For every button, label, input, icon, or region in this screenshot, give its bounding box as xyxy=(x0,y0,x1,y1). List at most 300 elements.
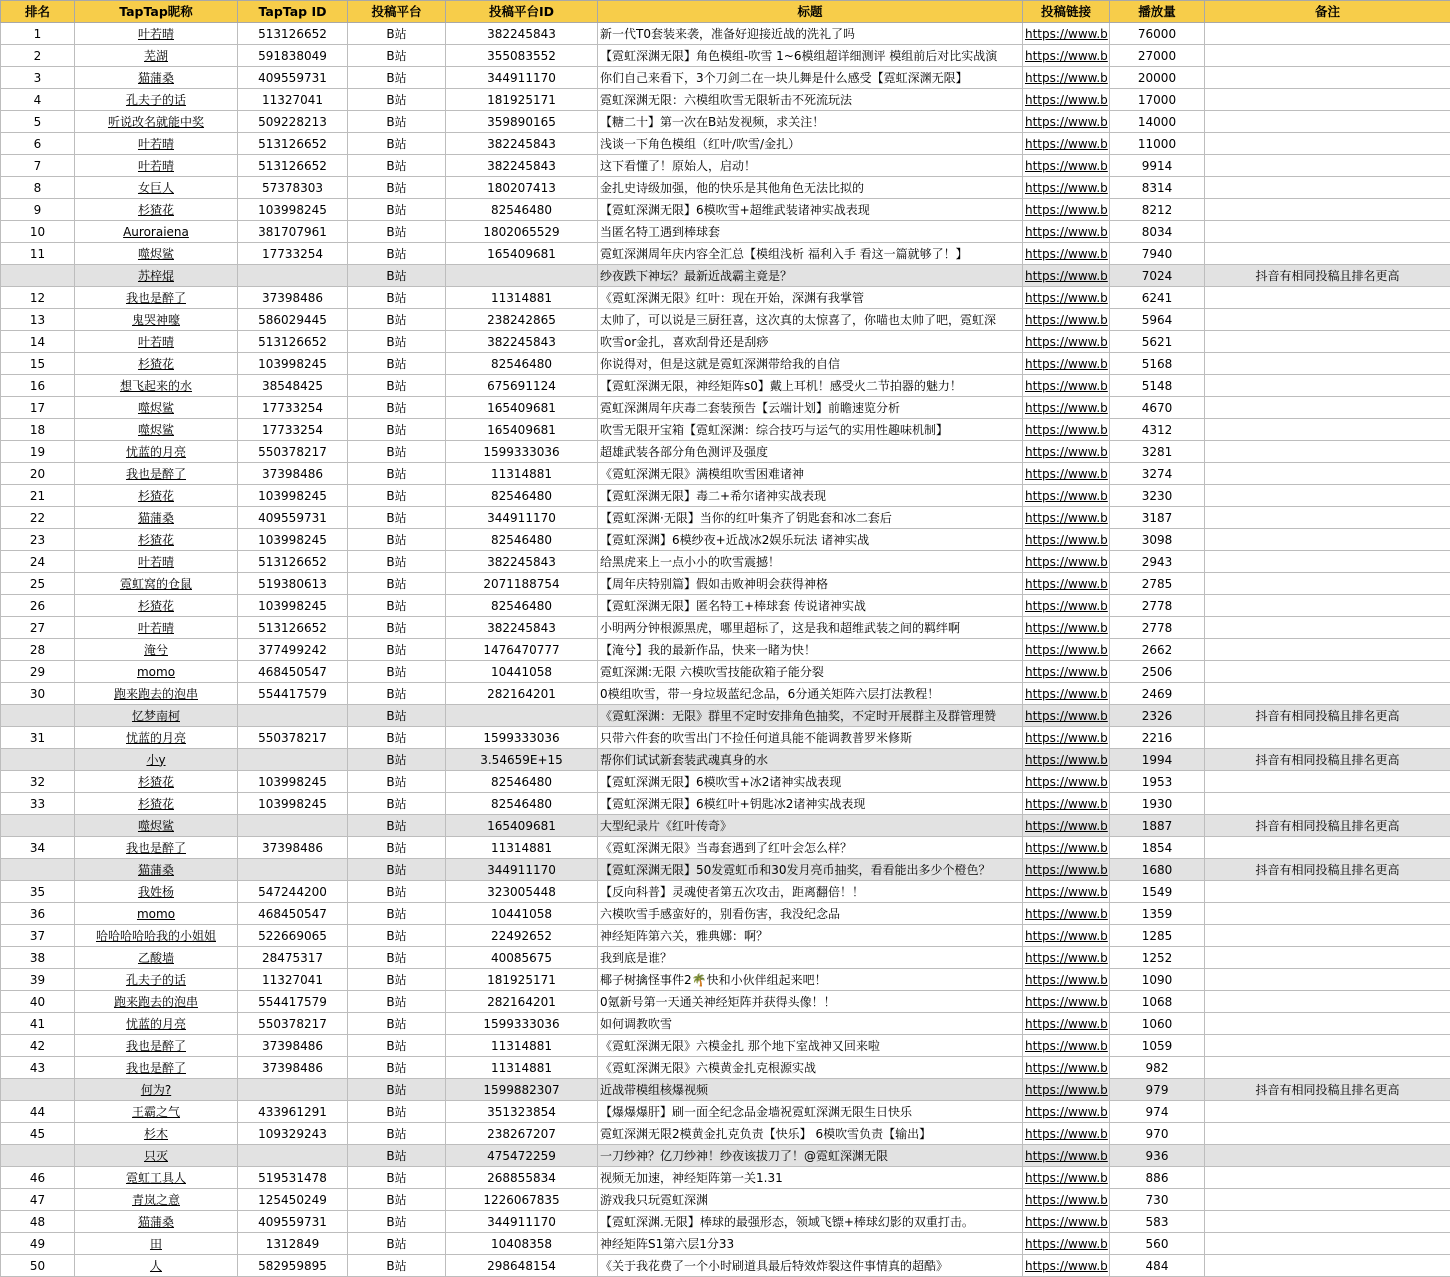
rank-cell[interactable]: 18 xyxy=(1,419,75,441)
title-cell[interactable]: 金扎史诗级加强，他的快乐是其他角色无法比拟的 xyxy=(598,177,1023,199)
nickname-cell[interactable]: momo xyxy=(75,903,238,925)
note-cell[interactable] xyxy=(1205,67,1450,89)
link-cell[interactable]: https://www.b xyxy=(1023,815,1110,837)
taptap-id-cell[interactable]: 513126652 xyxy=(238,551,348,573)
platform-cell[interactable]: B站 xyxy=(348,749,446,771)
note-cell[interactable] xyxy=(1205,617,1450,639)
link-cell[interactable]: https://www.b xyxy=(1023,331,1110,353)
taptap-id-cell[interactable]: 17733254 xyxy=(238,419,348,441)
link-cell[interactable]: https://www.b xyxy=(1023,1255,1110,1277)
platform-cell[interactable]: B站 xyxy=(348,45,446,67)
views-cell[interactable]: 2943 xyxy=(1110,551,1205,573)
views-cell[interactable]: 5148 xyxy=(1110,375,1205,397)
views-cell[interactable]: 1090 xyxy=(1110,969,1205,991)
views-cell[interactable]: 936 xyxy=(1110,1145,1205,1167)
nickname-cell[interactable]: 王霸之气 xyxy=(75,1101,238,1123)
platform-cell[interactable]: B站 xyxy=(348,1057,446,1079)
platform-cell[interactable]: B站 xyxy=(348,309,446,331)
platform-cell[interactable]: B站 xyxy=(348,1167,446,1189)
link-cell[interactable]: https://www.b xyxy=(1023,1057,1110,1079)
platform-id-cell[interactable]: 82546480 xyxy=(446,771,598,793)
rank-cell[interactable]: 9 xyxy=(1,199,75,221)
taptap-id-cell[interactable]: 37398486 xyxy=(238,287,348,309)
link-cell[interactable]: https://www.b xyxy=(1023,573,1110,595)
platform-id-cell[interactable]: 282164201 xyxy=(446,683,598,705)
nickname-cell[interactable]: 霓虹窝的仓鼠 xyxy=(75,573,238,595)
title-cell[interactable]: 【霓虹深渊无限】6模吹雪+冰2诸神实战表现 xyxy=(598,771,1023,793)
title-cell[interactable]: 《关于我花费了一个小时刷道具最后特效炸裂这件事情真的超酷》 xyxy=(598,1255,1023,1277)
rank-cell[interactable] xyxy=(1,1079,75,1101)
taptap-id-cell[interactable]: 468450547 xyxy=(238,661,348,683)
taptap-id-cell[interactable]: 103998245 xyxy=(238,485,348,507)
views-cell[interactable]: 1359 xyxy=(1110,903,1205,925)
platform-id-cell[interactable]: 382245843 xyxy=(446,23,598,45)
rank-cell[interactable]: 27 xyxy=(1,617,75,639)
rank-cell[interactable]: 42 xyxy=(1,1035,75,1057)
platform-id-cell[interactable] xyxy=(446,265,598,287)
platform-cell[interactable]: B站 xyxy=(348,1035,446,1057)
platform-cell[interactable]: B站 xyxy=(348,221,446,243)
views-cell[interactable]: 982 xyxy=(1110,1057,1205,1079)
taptap-id-cell[interactable]: 550378217 xyxy=(238,441,348,463)
platform-id-cell[interactable]: 82546480 xyxy=(446,485,598,507)
title-cell[interactable]: 【反向科普】灵魂使者第五次攻击，距离翻倍！！ xyxy=(598,881,1023,903)
platform-id-cell[interactable]: 1226067835 xyxy=(446,1189,598,1211)
link-cell[interactable]: https://www.b xyxy=(1023,419,1110,441)
platform-id-cell[interactable]: 351323854 xyxy=(446,1101,598,1123)
rank-cell[interactable]: 11 xyxy=(1,243,75,265)
platform-id-cell[interactable]: 11314881 xyxy=(446,837,598,859)
platform-cell[interactable]: B站 xyxy=(348,463,446,485)
note-cell[interactable]: 抖音有相同投稿且排名更高 xyxy=(1205,1079,1450,1101)
nickname-cell[interactable]: 叶若晴 xyxy=(75,23,238,45)
rank-cell[interactable]: 44 xyxy=(1,1101,75,1123)
views-cell[interactable]: 8212 xyxy=(1110,199,1205,221)
nickname-cell[interactable]: 淹兮 xyxy=(75,639,238,661)
views-cell[interactable]: 1887 xyxy=(1110,815,1205,837)
platform-cell[interactable]: B站 xyxy=(348,881,446,903)
rank-cell[interactable]: 17 xyxy=(1,397,75,419)
rank-cell[interactable]: 33 xyxy=(1,793,75,815)
nickname-cell[interactable]: 苏梓焜 xyxy=(75,265,238,287)
rank-cell[interactable]: 22 xyxy=(1,507,75,529)
title-cell[interactable]: 当匿名特工遇到棒球套 xyxy=(598,221,1023,243)
note-cell[interactable] xyxy=(1205,1211,1450,1233)
title-cell[interactable]: 帮你们试试新套装武魂真身的水 xyxy=(598,749,1023,771)
title-cell[interactable]: 新一代T0套装来袭，准备好迎接近战的洗礼了吗 xyxy=(598,23,1023,45)
platform-cell[interactable]: B站 xyxy=(348,771,446,793)
note-cell[interactable]: 抖音有相同投稿且排名更高 xyxy=(1205,815,1450,837)
link-cell[interactable]: https://www.b xyxy=(1023,1123,1110,1145)
nickname-cell[interactable]: 杉猹花 xyxy=(75,485,238,507)
taptap-id-cell[interactable]: 433961291 xyxy=(238,1101,348,1123)
link-cell[interactable]: https://www.b xyxy=(1023,1035,1110,1057)
header-rank[interactable]: 排名 xyxy=(1,1,75,23)
taptap-id-cell[interactable]: 513126652 xyxy=(238,23,348,45)
platform-id-cell[interactable]: 82546480 xyxy=(446,199,598,221)
note-cell[interactable] xyxy=(1205,1145,1450,1167)
taptap-id-cell[interactable]: 554417579 xyxy=(238,991,348,1013)
link-cell[interactable]: https://www.b xyxy=(1023,1167,1110,1189)
views-cell[interactable]: 2469 xyxy=(1110,683,1205,705)
note-cell[interactable] xyxy=(1205,1255,1450,1277)
platform-cell[interactable]: B站 xyxy=(348,969,446,991)
note-cell[interactable] xyxy=(1205,991,1450,1013)
note-cell[interactable] xyxy=(1205,529,1450,551)
link-cell[interactable]: https://www.b xyxy=(1023,859,1110,881)
platform-cell[interactable]: B站 xyxy=(348,1145,446,1167)
platform-cell[interactable]: B站 xyxy=(348,529,446,551)
title-cell[interactable]: 椰子树擒怪事件2🌴快和小伙伴组起来吧！ xyxy=(598,969,1023,991)
rank-cell[interactable]: 4 xyxy=(1,89,75,111)
note-cell[interactable] xyxy=(1205,89,1450,111)
rank-cell[interactable]: 30 xyxy=(1,683,75,705)
views-cell[interactable]: 5964 xyxy=(1110,309,1205,331)
note-cell[interactable] xyxy=(1205,1123,1450,1145)
link-cell[interactable]: https://www.b xyxy=(1023,947,1110,969)
platform-id-cell[interactable]: 382245843 xyxy=(446,551,598,573)
title-cell[interactable]: 《霓虹深渊无限》六模金扎 那个地下室战神又回来啦 xyxy=(598,1035,1023,1057)
taptap-id-cell[interactable]: 547244200 xyxy=(238,881,348,903)
taptap-id-cell[interactable]: 37398486 xyxy=(238,1035,348,1057)
rank-cell[interactable]: 38 xyxy=(1,947,75,969)
note-cell[interactable] xyxy=(1205,463,1450,485)
platform-cell[interactable]: B站 xyxy=(348,243,446,265)
link-cell[interactable]: https://www.b xyxy=(1023,353,1110,375)
note-cell[interactable] xyxy=(1205,155,1450,177)
platform-id-cell[interactable]: 11314881 xyxy=(446,287,598,309)
note-cell[interactable] xyxy=(1205,111,1450,133)
rank-cell[interactable]: 20 xyxy=(1,463,75,485)
taptap-id-cell[interactable]: 509228213 xyxy=(238,111,348,133)
rank-cell[interactable]: 48 xyxy=(1,1211,75,1233)
nickname-cell[interactable]: 何为? xyxy=(75,1079,238,1101)
nickname-cell[interactable]: 跑来跑去的泡串 xyxy=(75,683,238,705)
platform-id-cell[interactable]: 11314881 xyxy=(446,1057,598,1079)
header-note[interactable]: 备注 xyxy=(1205,1,1450,23)
rank-cell[interactable]: 19 xyxy=(1,441,75,463)
platform-id-cell[interactable]: 2071188754 xyxy=(446,573,598,595)
taptap-id-cell[interactable]: 1312849 xyxy=(238,1233,348,1255)
taptap-id-cell[interactable]: 591838049 xyxy=(238,45,348,67)
views-cell[interactable]: 1252 xyxy=(1110,947,1205,969)
taptap-id-cell[interactable]: 11327041 xyxy=(238,969,348,991)
link-cell[interactable]: https://www.b xyxy=(1023,375,1110,397)
platform-id-cell[interactable]: 82546480 xyxy=(446,793,598,815)
nickname-cell[interactable]: 忆梦南柯 xyxy=(75,705,238,727)
taptap-id-cell[interactable]: 103998245 xyxy=(238,595,348,617)
title-cell[interactable]: 超雄武装各部分角色测评及强度 xyxy=(598,441,1023,463)
nickname-cell[interactable]: 我也是醉了 xyxy=(75,837,238,859)
link-cell[interactable]: https://www.b xyxy=(1023,1211,1110,1233)
nickname-cell[interactable]: 叶若晴 xyxy=(75,133,238,155)
title-cell[interactable]: 游戏我只玩霓虹深渊 xyxy=(598,1189,1023,1211)
platform-id-cell[interactable]: 323005448 xyxy=(446,881,598,903)
taptap-id-cell[interactable]: 11327041 xyxy=(238,89,348,111)
title-cell[interactable]: 【霓虹深渊无限】50发霓虹币和30发月亮币抽奖，看看能出多少个橙色？ xyxy=(598,859,1023,881)
link-cell[interactable]: https://www.b xyxy=(1023,705,1110,727)
taptap-id-cell[interactable]: 103998245 xyxy=(238,793,348,815)
note-cell[interactable] xyxy=(1205,287,1450,309)
title-cell[interactable]: 纱夜跌下神坛？最新近战霸主竟是？ xyxy=(598,265,1023,287)
rank-cell[interactable]: 43 xyxy=(1,1057,75,1079)
note-cell[interactable] xyxy=(1205,771,1450,793)
platform-cell[interactable]: B站 xyxy=(348,573,446,595)
rank-cell[interactable]: 39 xyxy=(1,969,75,991)
note-cell[interactable] xyxy=(1205,485,1450,507)
views-cell[interactable]: 1854 xyxy=(1110,837,1205,859)
views-cell[interactable]: 2662 xyxy=(1110,639,1205,661)
link-cell[interactable]: https://www.b xyxy=(1023,991,1110,1013)
rank-cell[interactable] xyxy=(1,265,75,287)
header-title[interactable]: 标题 xyxy=(598,1,1023,23)
note-cell[interactable] xyxy=(1205,353,1450,375)
title-cell[interactable]: 霓虹深渊无限：六模组吹雪无限斩击不死流玩法 xyxy=(598,89,1023,111)
title-cell[interactable]: 《霓虹深渊无限》当毒套遇到了红叶会怎么样？ xyxy=(598,837,1023,859)
views-cell[interactable]: 3098 xyxy=(1110,529,1205,551)
platform-id-cell[interactable]: 165409681 xyxy=(446,397,598,419)
taptap-id-cell[interactable]: 554417579 xyxy=(238,683,348,705)
title-cell[interactable]: 《霓虹深渊：无限》群里不定时安排角色抽奖，不定时开展群主及群管理赞 xyxy=(598,705,1023,727)
title-cell[interactable]: 【霓虹深渊】6模纱夜+近战冰2娱乐玩法 诸神实战 xyxy=(598,529,1023,551)
note-cell[interactable] xyxy=(1205,133,1450,155)
link-cell[interactable]: https://www.b xyxy=(1023,727,1110,749)
platform-cell[interactable]: B站 xyxy=(348,793,446,815)
nickname-cell[interactable]: 叶若晴 xyxy=(75,331,238,353)
platform-cell[interactable]: B站 xyxy=(348,133,446,155)
nickname-cell[interactable]: 忧蓝的月亮 xyxy=(75,441,238,463)
taptap-id-cell[interactable]: 103998245 xyxy=(238,199,348,221)
link-cell[interactable]: https://www.b xyxy=(1023,1233,1110,1255)
platform-cell[interactable]: B站 xyxy=(348,815,446,837)
rank-cell[interactable]: 15 xyxy=(1,353,75,375)
views-cell[interactable]: 1953 xyxy=(1110,771,1205,793)
platform-cell[interactable]: B站 xyxy=(348,375,446,397)
views-cell[interactable]: 583 xyxy=(1110,1211,1205,1233)
platform-id-cell[interactable]: 675691124 xyxy=(446,375,598,397)
nickname-cell[interactable]: 青岚之意 xyxy=(75,1189,238,1211)
title-cell[interactable]: 小明两分钟根源黑虎，哪里超标了，这是我和超维武装之间的羁绊啊 xyxy=(598,617,1023,639)
link-cell[interactable]: https://www.b xyxy=(1023,463,1110,485)
title-cell[interactable]: 吹雪无限开宝箱【霓虹深渊：综合技巧与运气的实用性趣味机制】 xyxy=(598,419,1023,441)
taptap-id-cell[interactable]: 550378217 xyxy=(238,1013,348,1035)
taptap-id-cell[interactable]: 125450249 xyxy=(238,1189,348,1211)
nickname-cell[interactable]: 田 xyxy=(75,1233,238,1255)
nickname-cell[interactable]: 叶若晴 xyxy=(75,617,238,639)
note-cell[interactable] xyxy=(1205,573,1450,595)
platform-cell[interactable]: B站 xyxy=(348,991,446,1013)
title-cell[interactable]: 【霓虹深渊无限】6模吹雪+超维武装诸神实战表现 xyxy=(598,199,1023,221)
nickname-cell[interactable]: 孔夫子的话 xyxy=(75,969,238,991)
link-cell[interactable]: https://www.b xyxy=(1023,617,1110,639)
platform-cell[interactable]: B站 xyxy=(348,903,446,925)
link-cell[interactable]: https://www.b xyxy=(1023,1101,1110,1123)
platform-cell[interactable]: B站 xyxy=(348,925,446,947)
platform-id-cell[interactable]: 40085675 xyxy=(446,947,598,969)
platform-cell[interactable]: B站 xyxy=(348,1189,446,1211)
link-cell[interactable]: https://www.b xyxy=(1023,881,1110,903)
platform-cell[interactable]: B站 xyxy=(348,23,446,45)
note-cell[interactable] xyxy=(1205,331,1450,353)
platform-id-cell[interactable]: 10441058 xyxy=(446,903,598,925)
title-cell[interactable]: 你们自己来看下，3个刀剑二在一块儿舞是什么感受【霓虹深渊无限】 xyxy=(598,67,1023,89)
title-cell[interactable]: 视频无加速，神经矩阵第一关1.31 xyxy=(598,1167,1023,1189)
link-cell[interactable]: https://www.b xyxy=(1023,639,1110,661)
note-cell[interactable] xyxy=(1205,727,1450,749)
nickname-cell[interactable]: 我也是醉了 xyxy=(75,287,238,309)
rank-cell[interactable]: 45 xyxy=(1,1123,75,1145)
link-cell[interactable]: https://www.b xyxy=(1023,595,1110,617)
nickname-cell[interactable]: 叶若晴 xyxy=(75,551,238,573)
platform-id-cell[interactable]: 82546480 xyxy=(446,353,598,375)
platform-id-cell[interactable]: 298648154 xyxy=(446,1255,598,1277)
taptap-id-cell[interactable]: 37398486 xyxy=(238,463,348,485)
link-cell[interactable]: https://www.b xyxy=(1023,441,1110,463)
rank-cell[interactable]: 25 xyxy=(1,573,75,595)
note-cell[interactable] xyxy=(1205,441,1450,463)
rank-cell[interactable]: 8 xyxy=(1,177,75,199)
note-cell[interactable] xyxy=(1205,793,1450,815)
note-cell[interactable] xyxy=(1205,925,1450,947)
views-cell[interactable]: 1680 xyxy=(1110,859,1205,881)
rank-cell[interactable]: 14 xyxy=(1,331,75,353)
title-cell[interactable]: 霓虹深渊无限2模黄金扎克负责【快乐】 6模吹雪负责【输出】 xyxy=(598,1123,1023,1145)
link-cell[interactable]: https://www.b xyxy=(1023,969,1110,991)
link-cell[interactable]: https://www.b xyxy=(1023,155,1110,177)
nickname-cell[interactable]: 杉木 xyxy=(75,1123,238,1145)
rank-cell[interactable]: 47 xyxy=(1,1189,75,1211)
platform-cell[interactable]: B站 xyxy=(348,507,446,529)
platform-cell[interactable]: B站 xyxy=(348,155,446,177)
note-cell[interactable] xyxy=(1205,243,1450,265)
note-cell[interactable] xyxy=(1205,551,1450,573)
nickname-cell[interactable]: 芜湖 xyxy=(75,45,238,67)
header-platform[interactable]: 投稿平台 xyxy=(348,1,446,23)
taptap-id-cell[interactable]: 409559731 xyxy=(238,1211,348,1233)
note-cell[interactable] xyxy=(1205,661,1450,683)
title-cell[interactable]: 如何调教吹雪 xyxy=(598,1013,1023,1035)
nickname-cell[interactable]: 人 xyxy=(75,1255,238,1277)
platform-id-cell[interactable]: 181925171 xyxy=(446,969,598,991)
views-cell[interactable]: 1549 xyxy=(1110,881,1205,903)
title-cell[interactable]: 神经矩阵第六关，雅典娜：啊？ xyxy=(598,925,1023,947)
platform-id-cell[interactable]: 82546480 xyxy=(446,529,598,551)
link-cell[interactable]: https://www.b xyxy=(1023,199,1110,221)
nickname-cell[interactable]: 想飞起来的水 xyxy=(75,375,238,397)
title-cell[interactable]: 【霓虹深渊·无限】当你的红叶集齐了钥匙套和冰二套后 xyxy=(598,507,1023,529)
views-cell[interactable]: 2778 xyxy=(1110,617,1205,639)
taptap-id-cell[interactable]: 28475317 xyxy=(238,947,348,969)
platform-cell[interactable]: B站 xyxy=(348,859,446,881)
link-cell[interactable]: https://www.b xyxy=(1023,177,1110,199)
title-cell[interactable]: 霓虹深渊周年庆毒二套装预告【云端计划】前瞻速览分析 xyxy=(598,397,1023,419)
nickname-cell[interactable]: 杉猹花 xyxy=(75,353,238,375)
platform-id-cell[interactable]: 22492652 xyxy=(446,925,598,947)
taptap-id-cell[interactable]: 586029445 xyxy=(238,309,348,331)
nickname-cell[interactable]: 猫蒲桑 xyxy=(75,1211,238,1233)
taptap-id-cell[interactable]: 513126652 xyxy=(238,331,348,353)
taptap-id-cell[interactable]: 513126652 xyxy=(238,133,348,155)
platform-id-cell[interactable]: 355083552 xyxy=(446,45,598,67)
taptap-id-cell[interactable] xyxy=(238,749,348,771)
title-cell[interactable]: 【霓虹深渊无限】角色模组-吹雪 1~6模组超详细测评 模组前后对比实战演 xyxy=(598,45,1023,67)
platform-cell[interactable]: B站 xyxy=(348,1079,446,1101)
platform-id-cell[interactable]: 181925171 xyxy=(446,89,598,111)
nickname-cell[interactable]: momo xyxy=(75,661,238,683)
rank-cell[interactable]: 32 xyxy=(1,771,75,793)
taptap-id-cell[interactable]: 522669065 xyxy=(238,925,348,947)
note-cell[interactable] xyxy=(1205,507,1450,529)
views-cell[interactable]: 3187 xyxy=(1110,507,1205,529)
platform-id-cell[interactable]: 82546480 xyxy=(446,595,598,617)
nickname-cell[interactable]: 哈哈哈哈哈我的小姐姐 xyxy=(75,925,238,947)
nickname-cell[interactable]: 听说改名就能中奖 xyxy=(75,111,238,133)
views-cell[interactable]: 9914 xyxy=(1110,155,1205,177)
rank-cell[interactable]: 6 xyxy=(1,133,75,155)
note-cell[interactable] xyxy=(1205,1057,1450,1079)
platform-cell[interactable]: B站 xyxy=(348,639,446,661)
title-cell[interactable]: 《霓虹深渊无限》六模黄金扎克根源实战 xyxy=(598,1057,1023,1079)
note-cell[interactable] xyxy=(1205,683,1450,705)
platform-cell[interactable]: B站 xyxy=(348,1123,446,1145)
views-cell[interactable]: 1059 xyxy=(1110,1035,1205,1057)
views-cell[interactable]: 8034 xyxy=(1110,221,1205,243)
platform-id-cell[interactable]: 10408358 xyxy=(446,1233,598,1255)
link-cell[interactable]: https://www.b xyxy=(1023,683,1110,705)
link-cell[interactable]: https://www.b xyxy=(1023,903,1110,925)
platform-id-cell[interactable]: 1802065529 xyxy=(446,221,598,243)
note-cell[interactable] xyxy=(1205,1035,1450,1057)
rank-cell[interactable]: 28 xyxy=(1,639,75,661)
taptap-id-cell[interactable]: 409559731 xyxy=(238,507,348,529)
rank-cell[interactable]: 29 xyxy=(1,661,75,683)
link-cell[interactable]: https://www.b xyxy=(1023,287,1110,309)
views-cell[interactable]: 730 xyxy=(1110,1189,1205,1211)
header-link[interactable]: 投稿链接 xyxy=(1023,1,1110,23)
note-cell[interactable] xyxy=(1205,639,1450,661)
nickname-cell[interactable]: 噬烬鲨 xyxy=(75,243,238,265)
rank-cell[interactable]: 3 xyxy=(1,67,75,89)
platform-id-cell[interactable]: 165409681 xyxy=(446,419,598,441)
platform-cell[interactable]: B站 xyxy=(348,441,446,463)
views-cell[interactable]: 2785 xyxy=(1110,573,1205,595)
nickname-cell[interactable]: 杉猹花 xyxy=(75,199,238,221)
platform-id-cell[interactable]: 180207413 xyxy=(446,177,598,199)
link-cell[interactable]: https://www.b xyxy=(1023,661,1110,683)
taptap-id-cell[interactable] xyxy=(238,1145,348,1167)
platform-id-cell[interactable]: 382245843 xyxy=(446,331,598,353)
rank-cell[interactable]: 35 xyxy=(1,881,75,903)
nickname-cell[interactable]: 噬烬鲨 xyxy=(75,815,238,837)
nickname-cell[interactable]: 霓虹工具人 xyxy=(75,1167,238,1189)
taptap-id-cell[interactable]: 37398486 xyxy=(238,837,348,859)
link-cell[interactable]: https://www.b xyxy=(1023,111,1110,133)
link-cell[interactable]: https://www.b xyxy=(1023,221,1110,243)
nickname-cell[interactable]: 我也是醉了 xyxy=(75,463,238,485)
taptap-id-cell[interactable] xyxy=(238,705,348,727)
rank-cell[interactable]: 13 xyxy=(1,309,75,331)
rank-cell[interactable]: 24 xyxy=(1,551,75,573)
note-cell[interactable]: 抖音有相同投稿且排名更高 xyxy=(1205,859,1450,881)
views-cell[interactable]: 1285 xyxy=(1110,925,1205,947)
platform-cell[interactable]: B站 xyxy=(348,67,446,89)
link-cell[interactable]: https://www.b xyxy=(1023,529,1110,551)
title-cell[interactable]: 0氪新号第一天通关神经矩阵并获得头像！！ xyxy=(598,991,1023,1013)
rank-cell[interactable]: 50 xyxy=(1,1255,75,1277)
note-cell[interactable] xyxy=(1205,309,1450,331)
taptap-id-cell[interactable] xyxy=(238,265,348,287)
views-cell[interactable]: 27000 xyxy=(1110,45,1205,67)
